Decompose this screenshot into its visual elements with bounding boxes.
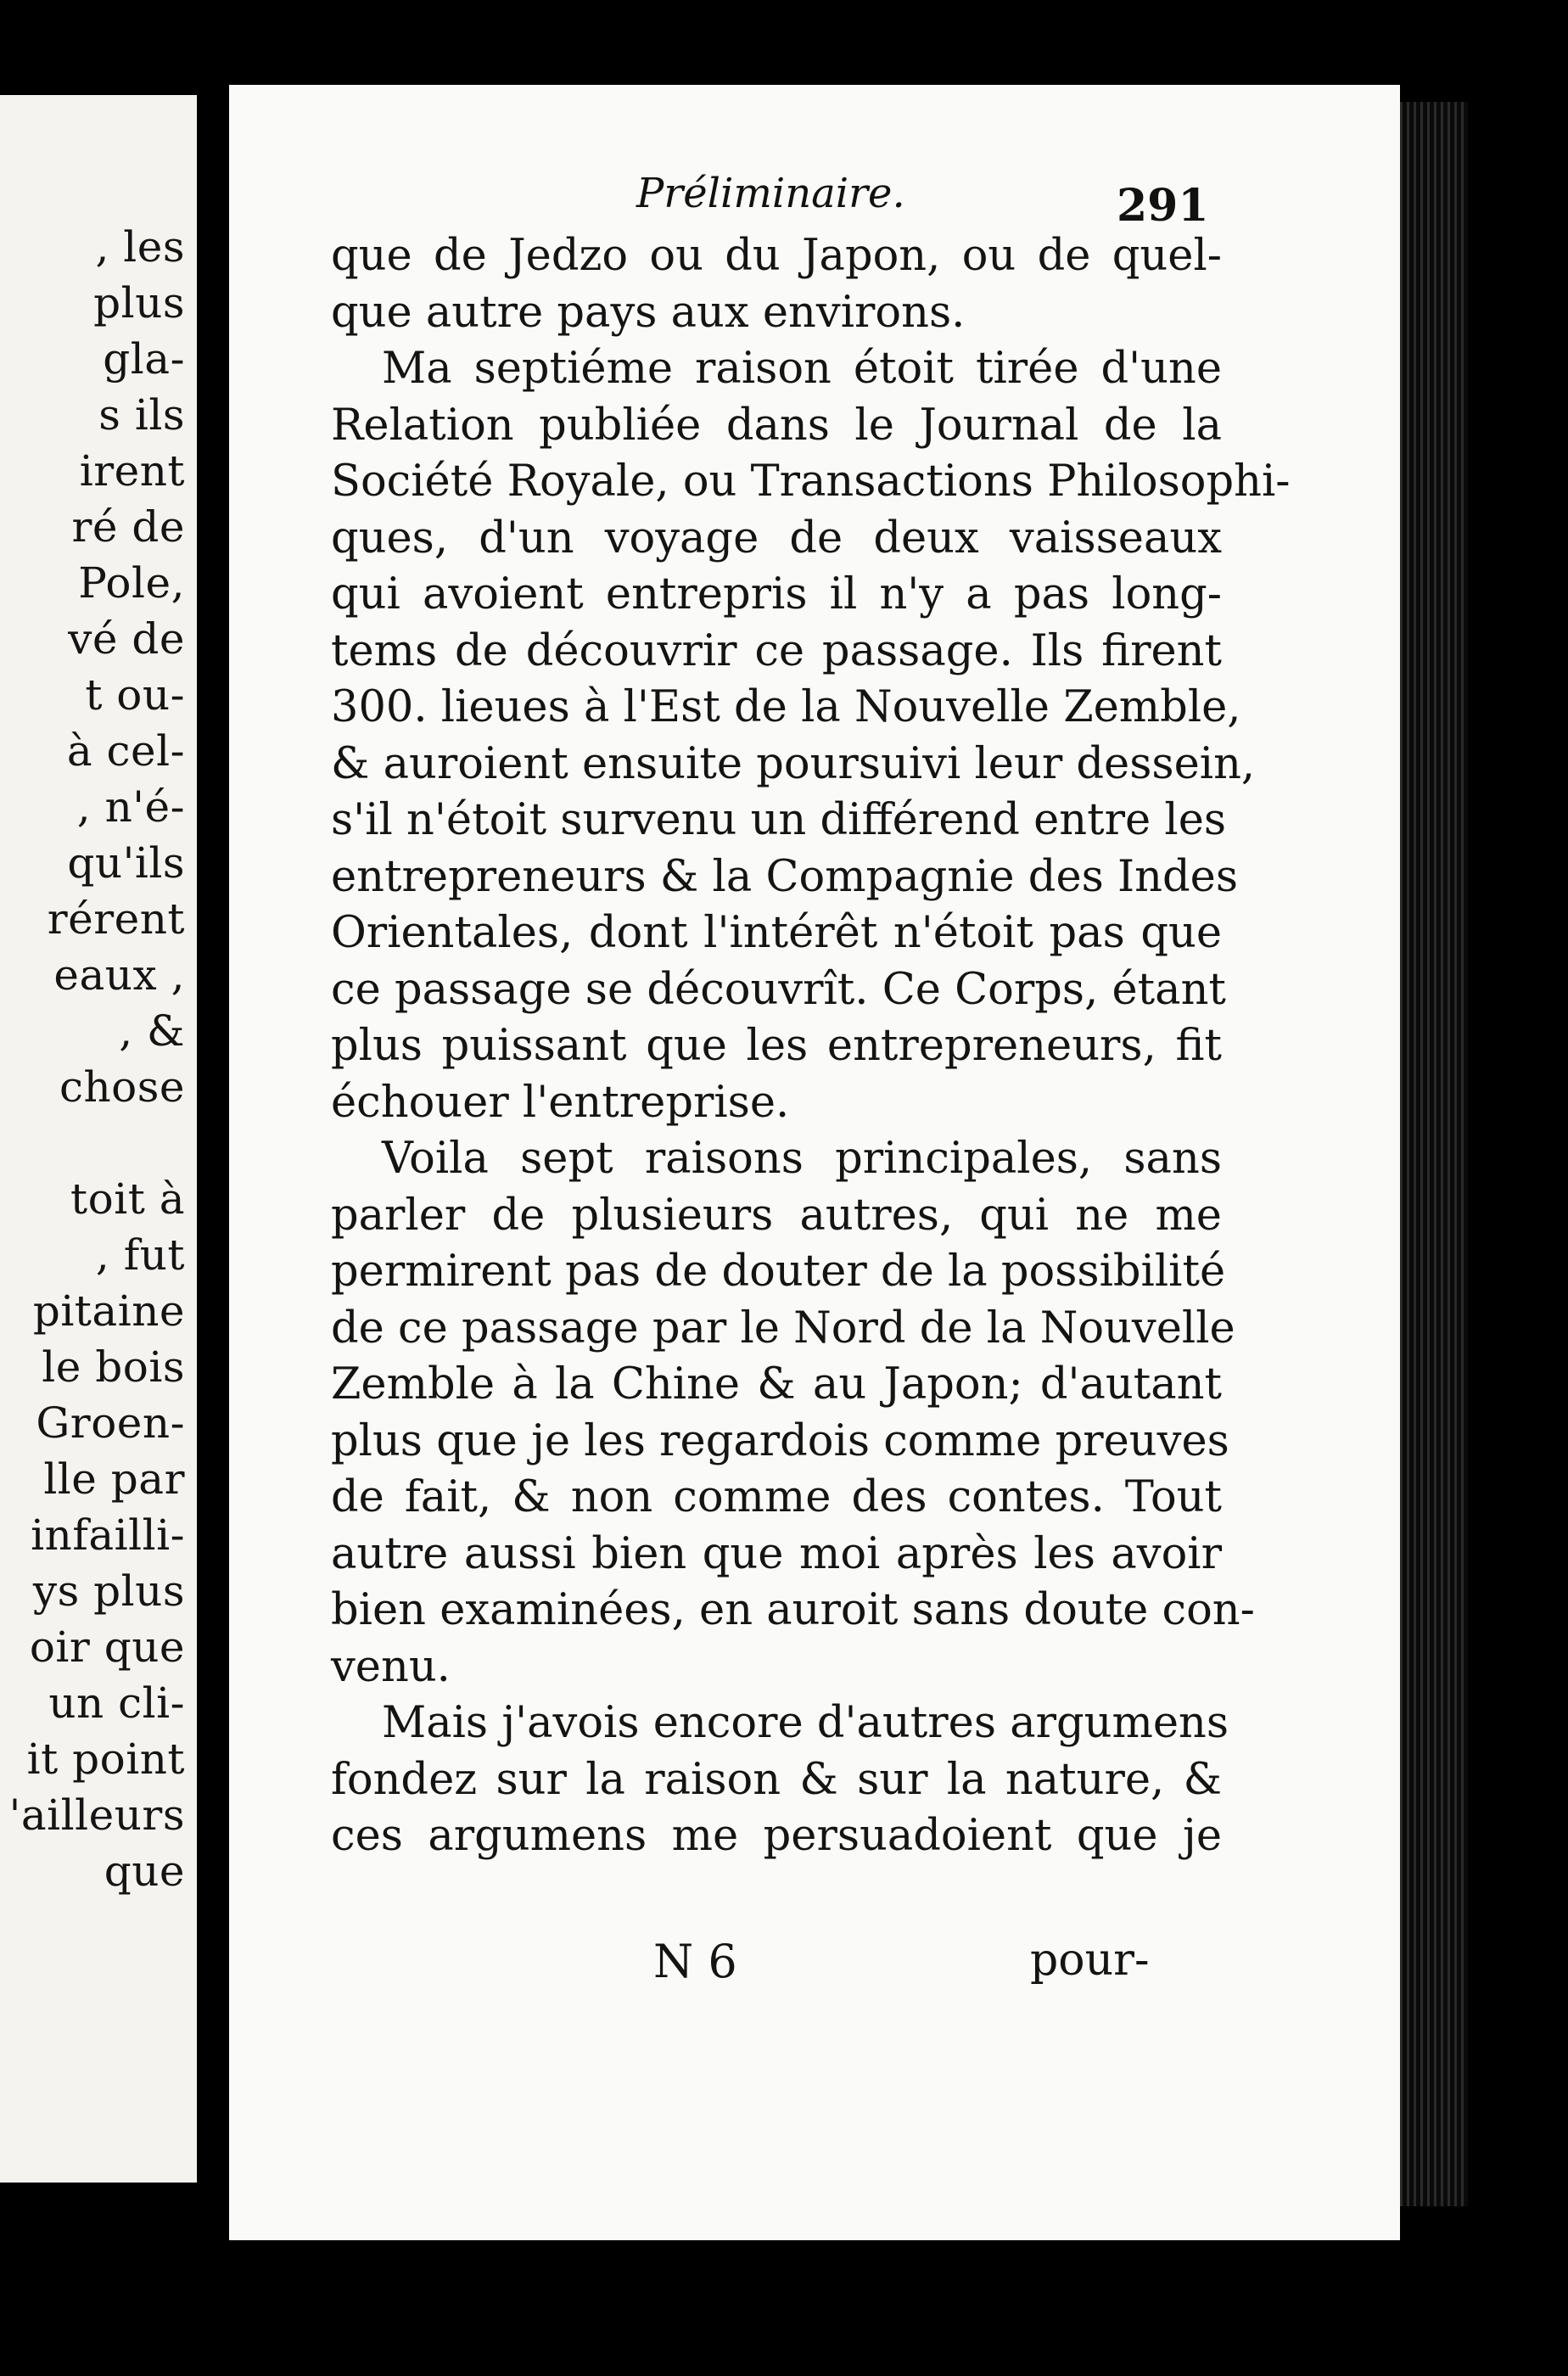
left-page-line: ys plus <box>32 1566 185 1616</box>
text-line: Société Royale, ou Transactions Philosophi- <box>331 457 1291 507</box>
text-line: autre aussi bien que moi après les avoir <box>331 1528 1222 1579</box>
text-line: Relation publiée dans le Journal de la <box>331 400 1222 451</box>
text-line: ce passage se découvrît. Ce Corps, étant <box>331 964 1226 1015</box>
left-page-line: Groen- <box>36 1398 185 1448</box>
left-page-line: ré de <box>71 502 185 552</box>
text-line: ques, d'un voyage de deux vaisseaux <box>331 513 1222 563</box>
left-page-line: lle par <box>43 1454 185 1504</box>
text-line: plus puissant que les entrepreneurs, fit <box>331 1021 1222 1071</box>
text-line: que autre pays aux environs. <box>331 287 966 338</box>
text-line: permirent pas de douter de la possibilité <box>331 1247 1226 1297</box>
left-page-line: qu'ils <box>67 838 185 888</box>
text-line: Voila sept raisons principales, sans <box>382 1134 1222 1184</box>
left-page-line: plus <box>93 278 185 328</box>
left-page-line: infailli- <box>31 1510 185 1560</box>
running-head: Préliminaire. <box>636 170 905 217</box>
text-line: de ce passage par le Nord de la Nouvelle <box>331 1303 1235 1353</box>
left-page-line: chose <box>59 1062 185 1112</box>
left-page-line: pitaine <box>32 1286 185 1336</box>
left-page-line: rérent <box>47 894 185 944</box>
page-number: 291 <box>1117 180 1209 232</box>
text-line: échouer l'entreprise. <box>331 1077 790 1128</box>
catchword: pour- <box>1030 1935 1150 1986</box>
text-line: 300. lieues à l'Est de la Nouvelle Zemble, <box>331 682 1241 732</box>
left-page-line: un cli- <box>48 1678 185 1728</box>
left-page-line: oir que <box>29 1622 185 1672</box>
text-line: que de Jedzo ou du Japon, ou de quel- <box>331 231 1222 281</box>
left-page-fragment <box>0 95 197 2183</box>
text-line: parler de plusieurs autres, qui ne me <box>331 1190 1222 1241</box>
text-line: Zemble à la Chine & au Japon; d'autant <box>331 1359 1222 1409</box>
left-page-line: s ils <box>98 390 185 440</box>
text-line: Ma septiéme raison étoit tirée d'une <box>382 344 1222 394</box>
left-page-line: vé de <box>68 614 185 664</box>
text-line: qui avoient entrepris il n'y a pas long- <box>331 569 1222 619</box>
page-block-edge <box>1400 102 1468 2206</box>
text-line: Orientales, dont l'intérêt n'étoit pas que <box>331 908 1222 958</box>
text-line: de fait, & non comme des contes. Tout <box>331 1472 1222 1522</box>
left-page-line: irent <box>79 446 185 496</box>
main-page <box>229 85 1400 2240</box>
text-line: tems de découvrir ce passage. Ils firent <box>331 625 1222 676</box>
left-page-line: à cel- <box>66 726 185 776</box>
left-page-line: it point <box>26 1734 185 1784</box>
left-page-line: toit à <box>70 1174 185 1224</box>
left-page-line: eaux , <box>53 950 185 1000</box>
signature-mark: N 6 <box>653 1935 737 1988</box>
left-page-line: , n'é- <box>76 782 185 832</box>
text-line: Mais j'avois encore d'autres argumens <box>382 1698 1229 1748</box>
left-page-line: Pole, <box>78 558 185 608</box>
left-page-line: le bois <box>42 1342 185 1392</box>
text-line: fondez sur la raison & sur la nature, & <box>331 1754 1222 1805</box>
text-line: venu. <box>331 1641 451 1692</box>
text-line: bien examinées, en auroit sans doute con- <box>331 1585 1255 1635</box>
left-page-line: , les <box>95 222 185 272</box>
text-line: & auroient ensuite poursuivi leur dessein, <box>331 738 1256 789</box>
text-line: entrepreneurs & la Compagnie des Indes <box>331 851 1239 902</box>
text-line: plus que je les regardois comme preuves <box>331 1415 1229 1466</box>
left-page-line: t ou- <box>85 670 185 720</box>
left-page-line: que <box>104 1846 185 1896</box>
text-line: s'il n'étoit survenu un différend entre les <box>331 795 1227 845</box>
left-page-line: 'ailleurs <box>8 1790 185 1840</box>
left-page-line: , & <box>119 1006 185 1056</box>
text-line: ces argumens me persuadoient que je <box>331 1811 1222 1861</box>
left-page-line: gla- <box>103 334 185 384</box>
left-page-line: , fut <box>95 1230 185 1280</box>
